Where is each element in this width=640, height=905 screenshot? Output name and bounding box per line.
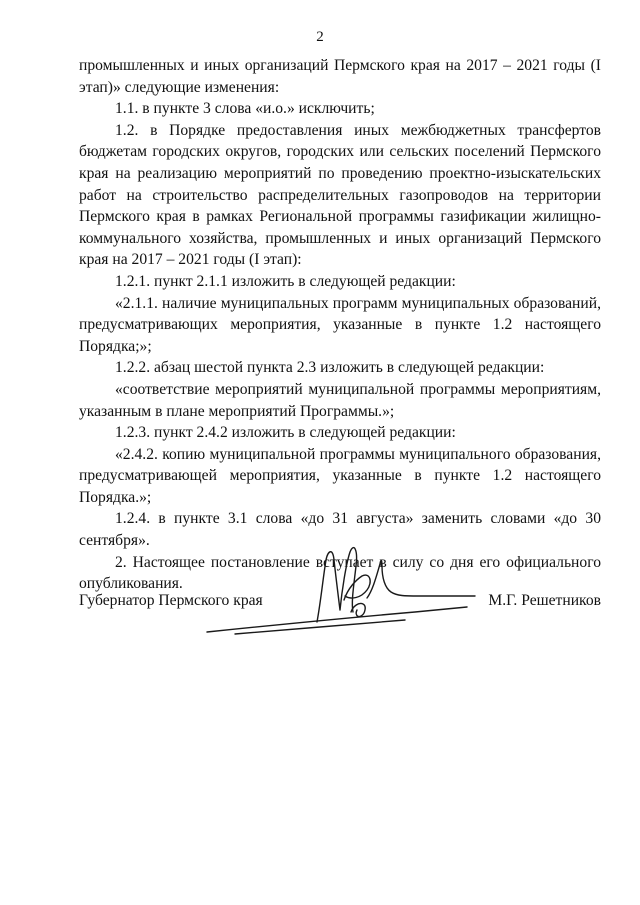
- paragraph: «2.1.1. наличие муниципальных программ муниципальных образований, предусматривающих мероприятия, указанные в пункте 1.2 настоящего Порядка;»;: [79, 294, 601, 355]
- paragraph: 1.1. в пункте 3 слова «и.о.» исключить;: [115, 100, 375, 118]
- paragraph: 1.2. в Порядке предоставления иных межбюджетных трансфертов бюджетам городских округов, городских или сельских поселений Пермского края на реализацию мероприятий по проведению проектно-изыскательских работ на строительство распределительных газопроводов на территории Пермского края в рамках Региональной программы газификации жилищно-коммунального хозяйства, промышленных и иных организаций Пермского края на 2017 – 2021 годы (I этап):: [79, 121, 601, 269]
- signatory-position: Губернатор Пермского края: [79, 592, 263, 609]
- paragraph: 1.2.2. абзац шестой пункта 2.3 изложить в следующей редакции:: [115, 359, 545, 377]
- paragraph: 1.2.1. пункт 2.1.1 изложить в следующей редакции:: [115, 272, 456, 290]
- paragraph: 1.2.3. пункт 2.4.2 изложить в следующей редакции:: [115, 424, 456, 442]
- paragraph: 2. Настоящее постановление вступает в силу со дня его официального опубликования.: [79, 553, 601, 593]
- page-number: 2: [316, 29, 324, 45]
- paragraph: «соответствие мероприятий муниципальной программы мероприятиям, указанным в плане мероприятий Программы.»;: [79, 380, 601, 420]
- paragraph: 1.2.4. в пункте 3.1 слова «до 31 августа» заменить словами «до 30 сентября».: [79, 510, 601, 550]
- signature-block: [79, 590, 601, 630]
- document-body: [79, 55, 601, 595]
- signatory-name: М.Г. Решетников: [488, 592, 601, 609]
- paragraph: промышленных и иных организаций Пермского края на 2017 – 2021 годы (I этап)» следующие изменения:: [79, 57, 601, 96]
- paragraph: «2.4.2. копию муниципальной программы муниципального образования, предусматривающей мероприятия, указанные в пункте 1.2 настоящего Порядка.»;: [79, 445, 601, 506]
